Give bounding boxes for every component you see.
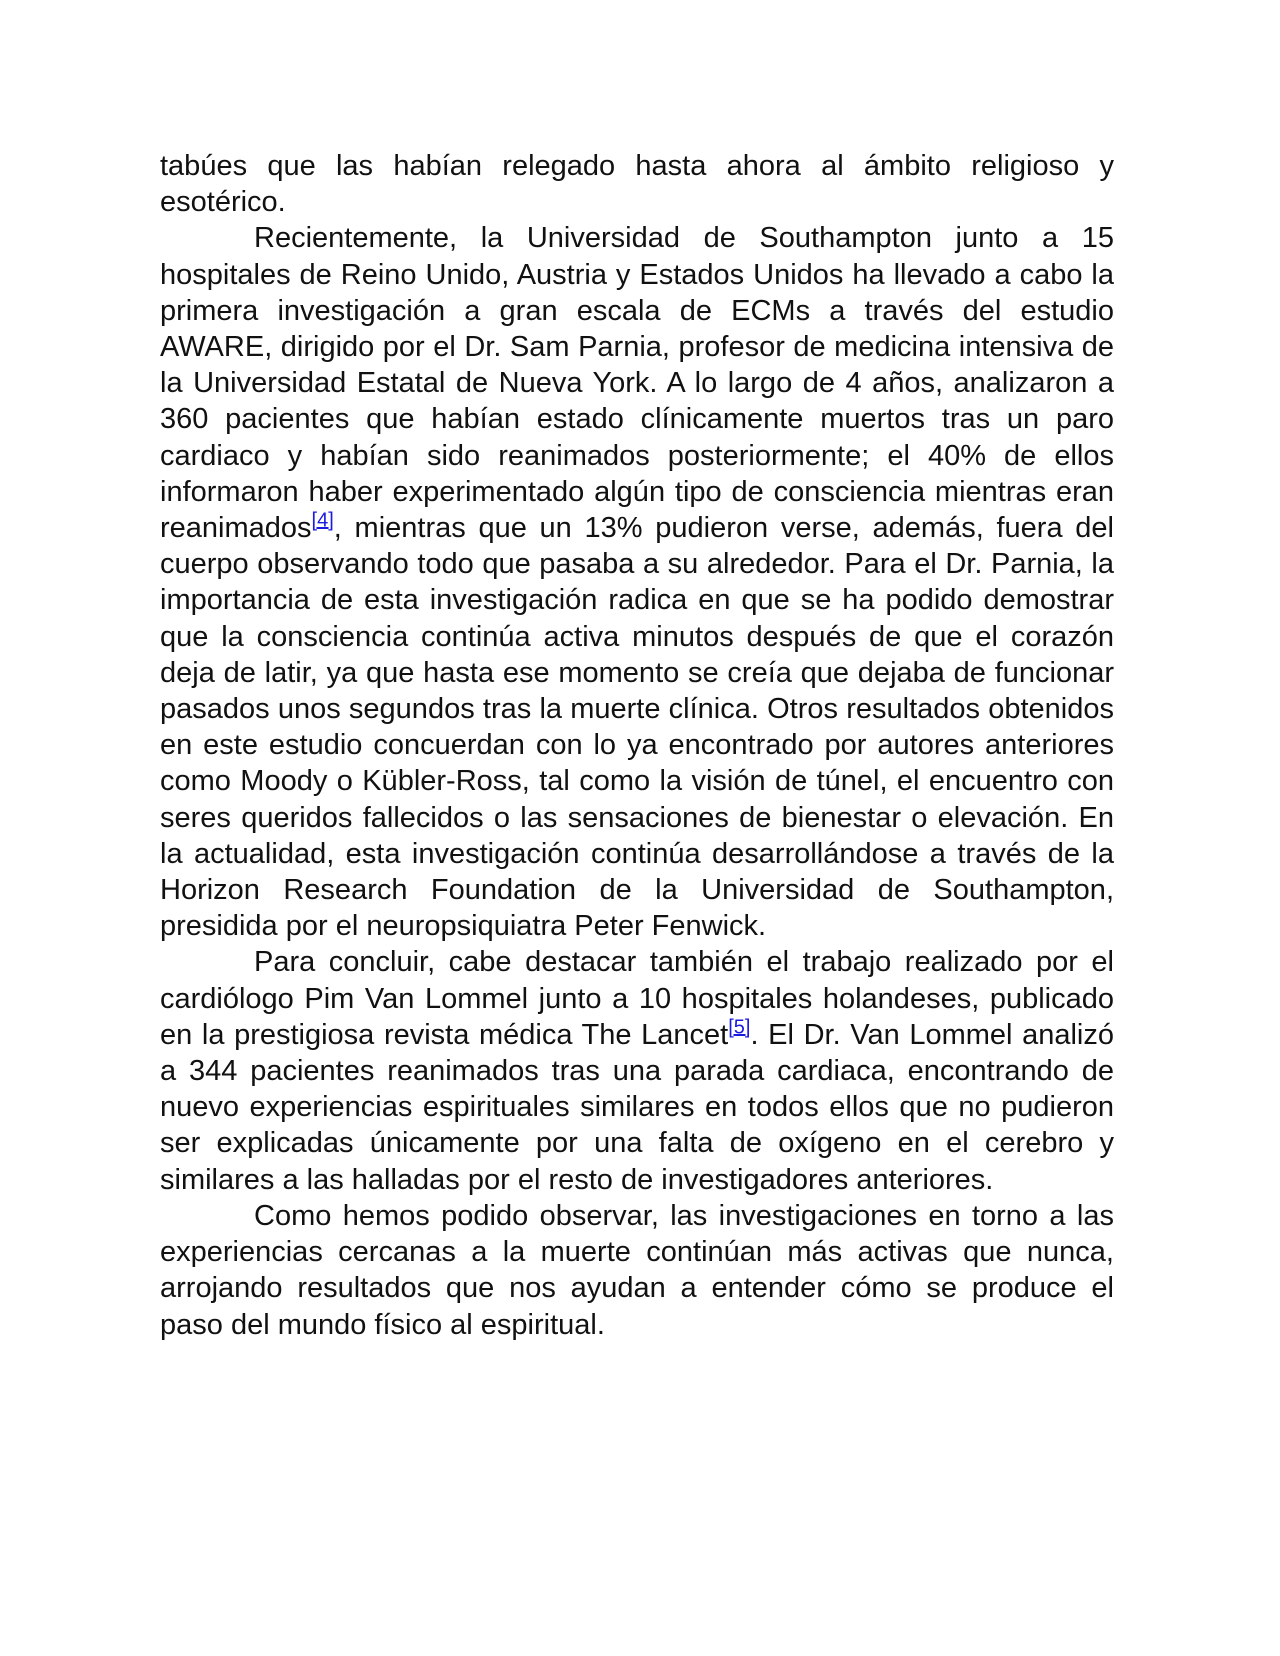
paragraph-van-lommel [160,944,1114,1197]
paragraph-text: tabúes que las habían relegado hasta ahora al ámbito religioso y esotérico. [160,150,1114,219]
paragraph-aware-study [160,220,1114,944]
paragraph-conclusion [160,1198,1114,1343]
paragraph-text: , mientras que un 13% pudieron verse, además, fuera del cuerpo observando todo que pasaba a su alrededor. Para el Dr. Parnia, la importancia de esta investigación radica en que se ha podido demostrar que la consciencia continúa activa minutos después de que el corazón deja de latir, ya que hasta ese momento se creía que dejaba de funcionar pasados unos segundos tras la muerte clínica. Otros resultados obtenidos en este estudio concuerdan con lo ya encontrado por autores anteriores como Moody o Kübler-Ross, tal como la visión de túnel, el encuentro con seres queridos fallecidos o las sensaciones de bienestar o elevación. En la actualidad, esta investigación continúa desarrollándose a través de la Horizon Research Foundation de la Universidad de Southampton, presidida por el neuropsiquiatra Peter Fenwick. [160,512,1114,943]
paragraph-text: Recientemente, la Universidad de Southampton junto a 15 hospitales de Reino Unido, Austria y Estados Unidos ha llevado a cabo la primera investigación a gran escala de ECMs a través del estudio AWARE, dirigido por el Dr. Sam Parnia, profesor de medicina intensiva de la Universidad Estatal de Nueva York. A lo largo de 4 años, analizaron a 360 pacientes que habían estado clínicamente muertos tras un paro cardiaco y habían sido reanimados posteriormente; el 40% de ellos informaron haber experimentado algún tipo de consciencia mientras eran reanimados [160,222,1114,545]
paragraph-text: Como hemos podido observar, las investigaciones en torno a las experiencias cercanas a la muerte continúan más activas que nunca, arrojando resultados que nos ayudan a entender cómo se produce el paso del mundo físico al espiritual. [160,1199,1114,1341]
paragraph-text: Para concluir, cabe destacar también el trabajo realizado por el cardiólogo Pim Van Lommel junto a 10 hospitales holandeses, publicado en la prestigiosa revista médica The Lancet [160,946,1114,1051]
paragraph-text: . El Dr. Van Lommel analizó a 344 pacientes reanimados tras una parada cardiaca, encontrando de nuevo experiencias espirituales similares en todos ellos que no pudieron ser explicadas únicamente por una falta de oxígeno en el cerebro y similares a las halladas por el resto de investigadores anteriores. [160,1018,1114,1196]
footnote-ref-4[interactable]: [4] [311,509,334,532]
footnote-ref-5[interactable]: [5] [728,1016,751,1039]
document-body [160,148,1114,1343]
paragraph-continuation [160,148,1114,220]
